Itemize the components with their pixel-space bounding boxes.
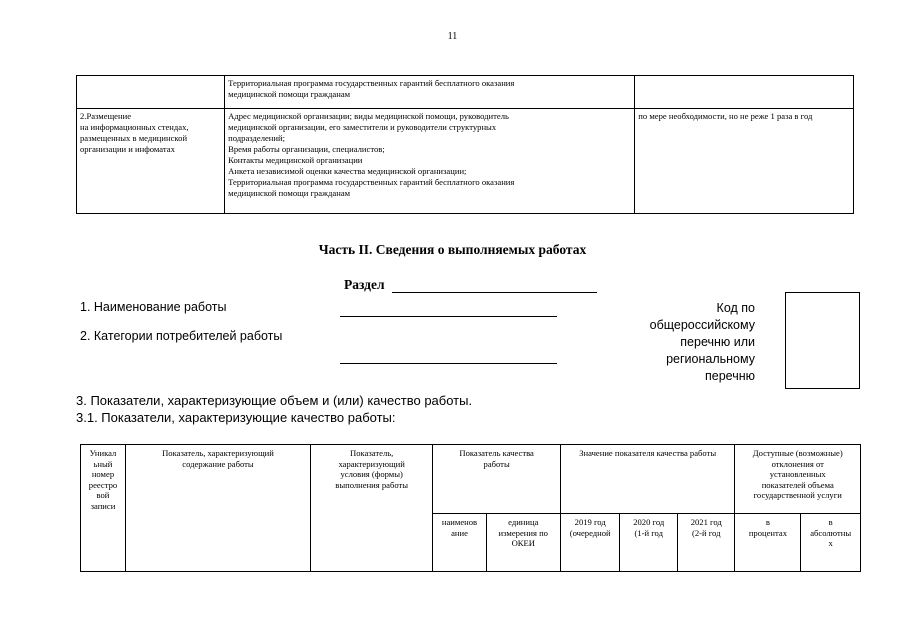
text-line: ОКЕИ	[511, 538, 535, 548]
text-line: показателей объема	[761, 479, 834, 490]
text-line: установленных	[769, 469, 826, 479]
text-line: ьный	[93, 458, 113, 469]
text-line: в	[765, 517, 770, 527]
consumers-field[interactable]	[340, 349, 557, 364]
text-line: перечню или	[680, 335, 755, 349]
text-line: содержание работы	[182, 458, 254, 469]
subheader-unit	[486, 514, 560, 572]
work-name-label: 1. Наименование работы	[80, 300, 227, 314]
consumers-label: 2. Категории потребителей работы	[80, 329, 283, 343]
table-cell	[635, 76, 854, 109]
work-name-field[interactable]	[340, 302, 557, 317]
table-cell: по мере необходимости, но не реже 1 раза в год	[635, 109, 854, 214]
subheader-name	[433, 514, 486, 572]
subheader-2020	[620, 514, 678, 572]
text-line: организации и инфоматах	[80, 144, 175, 154]
text-line: медицинской организации, его заместители и руководители структурных	[228, 122, 497, 132]
text-line: ание	[451, 527, 468, 538]
text-line: Уникал	[89, 448, 117, 458]
text-line: 2019 год	[574, 517, 606, 527]
header-content-indicator	[125, 445, 310, 572]
section-label: Раздел	[344, 277, 385, 292]
text-line: процентах	[748, 527, 787, 538]
text-line: номер	[91, 469, 115, 479]
text-line: работы	[483, 458, 510, 469]
text-line: наименов	[441, 517, 478, 527]
table-row	[77, 76, 854, 109]
header-deviation	[735, 445, 861, 514]
section-heading	[344, 277, 597, 293]
text-line: (2-й год	[691, 527, 721, 538]
text-line: абсолютны	[810, 527, 852, 538]
subheader-2019	[560, 514, 620, 572]
text-line: медицинской помощи гражданам	[228, 188, 351, 198]
table-row	[77, 109, 854, 214]
subheader-2021	[677, 514, 735, 572]
header-quality-value: Значение показателя качества работы	[560, 445, 735, 514]
quality-indicators-table	[80, 444, 861, 572]
text-line: Доступные (возможные)	[752, 448, 843, 458]
text-line: отклонения от	[771, 458, 824, 469]
text-line: в	[828, 517, 833, 527]
text-line: медицинской помощи гражданам	[228, 89, 351, 99]
header-conditions-indicator	[311, 445, 433, 572]
text-line: Адрес медицинской организации; виды медицинской помощи, руководитель	[228, 111, 509, 121]
text-line: реестро	[88, 479, 118, 490]
text-line: записи	[90, 500, 116, 511]
table-cell	[77, 109, 225, 214]
text-line: Контакты медицинской организации	[228, 155, 363, 165]
text-line: Код по	[716, 301, 755, 315]
part-title: Часть II. Сведения о выполняемых работах	[318, 242, 587, 257]
text-line: вой	[96, 490, 110, 500]
text-line: единица	[508, 517, 539, 527]
text-line: подразделений;	[228, 133, 285, 143]
text-line: Территориальная программа государственных гарантий бесплатного оказания	[228, 78, 515, 88]
section-field[interactable]	[392, 278, 597, 293]
text-line: 2020 год	[633, 517, 665, 527]
text-line: перечню	[705, 369, 755, 383]
text-line: 2.Размещение	[80, 111, 132, 121]
text-line: условия (формы)	[340, 469, 403, 479]
table-header-row	[81, 445, 861, 514]
subheader-percent	[735, 514, 801, 572]
code-label	[600, 300, 755, 385]
subheader-absolute	[801, 514, 861, 572]
text-line: Показатель качества	[459, 448, 534, 458]
page-number: 11	[447, 31, 458, 42]
code-box[interactable]	[785, 292, 860, 389]
text-line: (1-й год	[634, 527, 663, 538]
text-line: размещенных в медицинской	[80, 133, 188, 143]
text-line: Время работы организации, специалистов;	[228, 144, 385, 154]
text-line: Показатель, характеризующий	[162, 448, 274, 458]
text-line: 2021 год	[690, 517, 722, 527]
indicators-heading: 3. Показатели, характеризующие объем и (или) качество работы.	[76, 393, 473, 408]
header-quality-indicator	[433, 445, 561, 514]
table-cell	[225, 76, 635, 109]
text-line: Территориальная программа государственных гарантий бесплатного оказания	[228, 177, 515, 187]
quality-heading: 3.1. Показатели, характеризующие качество работы:	[76, 410, 396, 425]
table-cell	[77, 76, 225, 109]
text-line: измерения по	[498, 527, 548, 538]
text-line: Показатель,	[350, 448, 394, 458]
text-line: (очередной	[569, 527, 611, 538]
text-line: на информационных стендах,	[80, 122, 189, 132]
header-unique-number	[81, 445, 126, 572]
text-line: характеризующий	[338, 458, 405, 469]
text-line: х	[828, 538, 833, 548]
text-line: региональному	[666, 352, 755, 366]
text-line: общероссийскому	[649, 318, 755, 332]
table-cell	[225, 109, 635, 214]
text-line: государственной услуги	[753, 490, 842, 500]
text-line: выполнения работы	[335, 479, 409, 490]
info-placement-table	[76, 75, 854, 214]
text-line: Анкета независимой оценки качества медицинской организации;	[228, 166, 467, 176]
